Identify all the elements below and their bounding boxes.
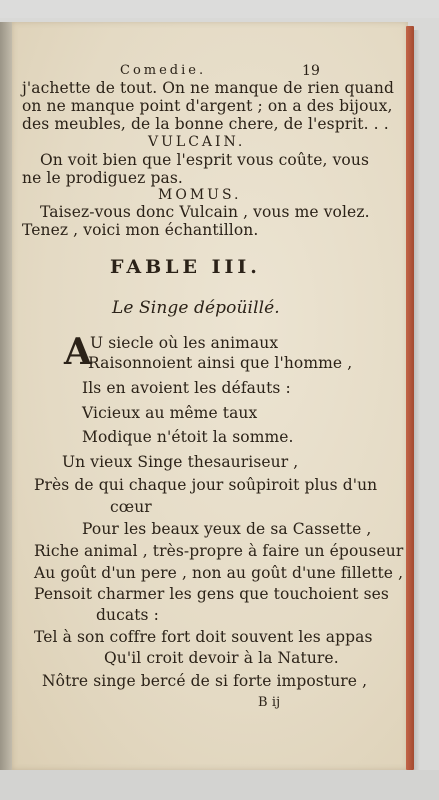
verse-line: Raisonnoient ainsi que l'homme ,: [88, 354, 353, 372]
verse-line: Nôtre singe bercé de si forte imposture ,: [42, 672, 368, 690]
verse-line: Ils en avoient les défauts :: [82, 379, 291, 397]
prose-line: j'achette de tout. On ne manque de rien quand: [22, 79, 394, 97]
speaker-name: VULCAIN.: [148, 134, 246, 150]
scan-background-top: [0, 0, 439, 18]
speech-line: Tenez , voici mon échantillon.: [22, 221, 259, 239]
speech-line: Taisez-vous donc Vulcain , vous me volez.: [40, 203, 370, 221]
running-title: Comedie.: [120, 63, 207, 78]
verse-line-continuation: cœur: [110, 498, 152, 516]
speaker-name: MOMUS.: [158, 187, 242, 203]
fable-subtitle: Le Singe dépoüillé.: [112, 298, 280, 318]
verse-line: Modique n'étoit la somme.: [82, 428, 294, 446]
prose-line: des meubles, de la bonne chere, de l'esprit. . .: [22, 115, 389, 133]
verse-line: Pour les beaux yeux de sa Cassette ,: [82, 520, 372, 538]
verse-line: Près de qui chaque jour soûpiroit plus d'un: [34, 476, 378, 494]
prose-line: on ne manque point d'argent ; on a des bijoux,: [22, 97, 393, 115]
page-edge-red: [406, 26, 414, 770]
speech-line: ne le prodiguez pas.: [22, 169, 183, 187]
speech-line: On voit bien que l'esprit vous coûte, vous: [40, 151, 370, 169]
verse-line: Au goût d'un pere , non au goût d'une fillette ,: [34, 564, 404, 582]
verse-line: Pensoit charmer les gens que touchoient ses: [34, 585, 389, 603]
verse-line: Qu'il croit devoir à la Nature.: [104, 649, 339, 667]
verse-line: Vicieux au même taux: [82, 404, 258, 422]
verse-line: Tel à son coffre fort doit souvent les appas: [34, 628, 373, 646]
page-number: 19: [302, 63, 321, 79]
verse-line: Un vieux Singe thesauriseur ,: [62, 453, 299, 471]
verse-line: Riche animal , très-propre à faire un épouseur: [34, 542, 404, 560]
verse-line: U siecle où les animaux: [90, 334, 279, 352]
signature-mark: B ij: [258, 695, 281, 710]
fable-title: FABLE III.: [110, 256, 261, 278]
drop-cap: A: [64, 331, 93, 373]
page-edge-shadow: [414, 30, 420, 770]
verse-line-continuation: ducats :: [96, 606, 159, 624]
scan-background-bottom: [0, 770, 439, 800]
